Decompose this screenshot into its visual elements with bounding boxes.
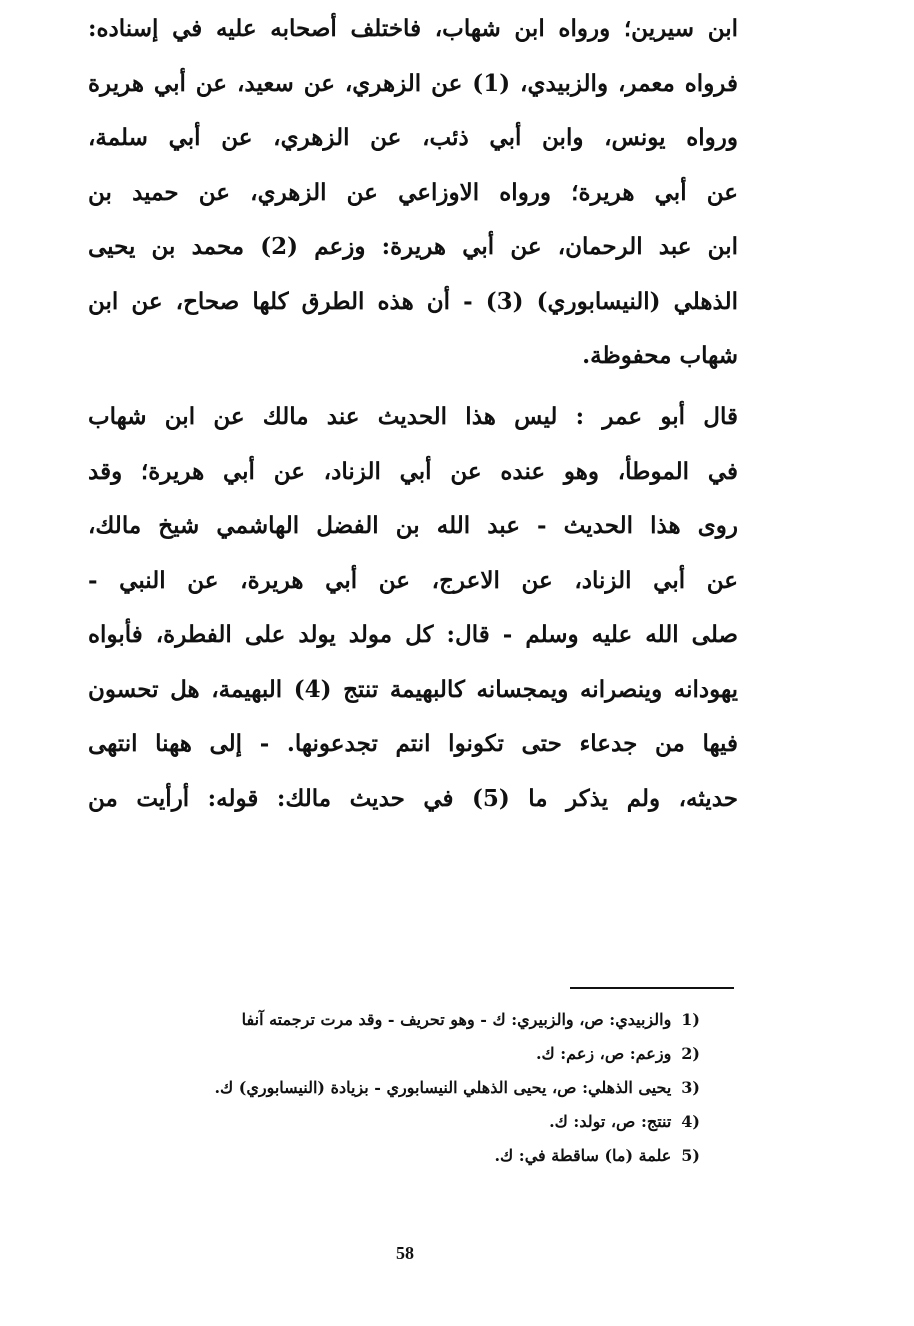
footnote-number: 2): [681, 1044, 700, 1063]
footnote-number: 5): [681, 1146, 700, 1165]
body-paragraph-2: [88, 390, 738, 826]
footnote-item: [88, 1003, 700, 1037]
text-line: يهودانه وينصرانه ويمجسانه كالبهيمة تنتج (4) البهيمة، هل تحسون: [88, 675, 738, 703]
page-number: 58: [396, 1243, 414, 1263]
footnote-item: [88, 1037, 700, 1071]
footnote-text: تنتج: ص، تولد: ك.: [549, 1112, 672, 1131]
footnotes: [88, 1003, 700, 1173]
text-line: حديثه، ولم يذكر ما (5) في حديث مالك: قوله: أرأيت من: [88, 784, 738, 812]
text-line: ابن سيرين؛ ورواه ابن شهاب، فاختلف أصحابه عليه في إسناده:: [88, 15, 738, 42]
footnote-number: 3): [681, 1078, 700, 1097]
footnote-item: [88, 1071, 700, 1105]
text-line: شهاب محفوظة.: [582, 342, 738, 369]
footnote-text: والزبيدي: ص، والزبيري: ك - وهو تحريف - وقد مرت ترجمته آنفا: [241, 1010, 672, 1029]
footnote-number: 4): [681, 1112, 700, 1131]
text-line: فرواه معمر، والزبيدي، (1) عن الزهري، عن سعيد، عن أبي هريرة: [88, 69, 738, 97]
footnote-divider: [570, 987, 734, 989]
footnote-number: 1): [681, 1010, 700, 1029]
text-line: الذهلي (النيسابوري) (3) - أن هذه الطرق كلها صحاح، عن ابن: [88, 287, 738, 315]
text-line: عن أبي الزناد، عن الاعرج، عن أبي هريرة، عن النبي -: [88, 566, 738, 594]
text-line: قال أبو عمر : ليس هذا الحديث عند مالك عن ابن شهاب: [88, 403, 738, 430]
footnote-item: [88, 1105, 700, 1139]
footnote-item: [88, 1139, 700, 1173]
footnote-text: وزعم: ص، زعم: ك.: [535, 1044, 672, 1063]
text-line: في الموطأ، وهو عنده عن أبي الزناد، عن أبي هريرة؛ وقد: [88, 457, 738, 485]
text-line: روى هذا الحديث - عبد الله بن الفضل الهاشمي شيخ مالك،: [88, 512, 738, 539]
text-line: فيها من جدعاء حتى تكونوا انتم تجدعونها. - إلى ههنا انتهى: [88, 730, 738, 757]
text-line: عن أبي هريرة؛ ورواه الاوزاعي عن الزهري، عن حميد بن: [88, 178, 738, 206]
text-line: صلى الله عليه وسلم - قال: كل مولد يولد على الفطرة، فأبواه: [88, 621, 738, 648]
text-line: ابن عبد الرحمان، عن أبي هريرة: وزعم (2) محمد بن يحيى: [88, 233, 738, 260]
text-line: ورواه يونس، وابن أبي ذئب، عن الزهري، عن أبي سلمة،: [88, 124, 738, 151]
footnote-text: يحيى الذهلي: ص، يحيى الذهلي النيسابوري - بزيادة (النيسابوري) ك.: [214, 1078, 672, 1097]
footnote-text: علمة (ما) ساقطة في: ك.: [494, 1146, 672, 1165]
body-paragraph-1: [88, 2, 738, 384]
